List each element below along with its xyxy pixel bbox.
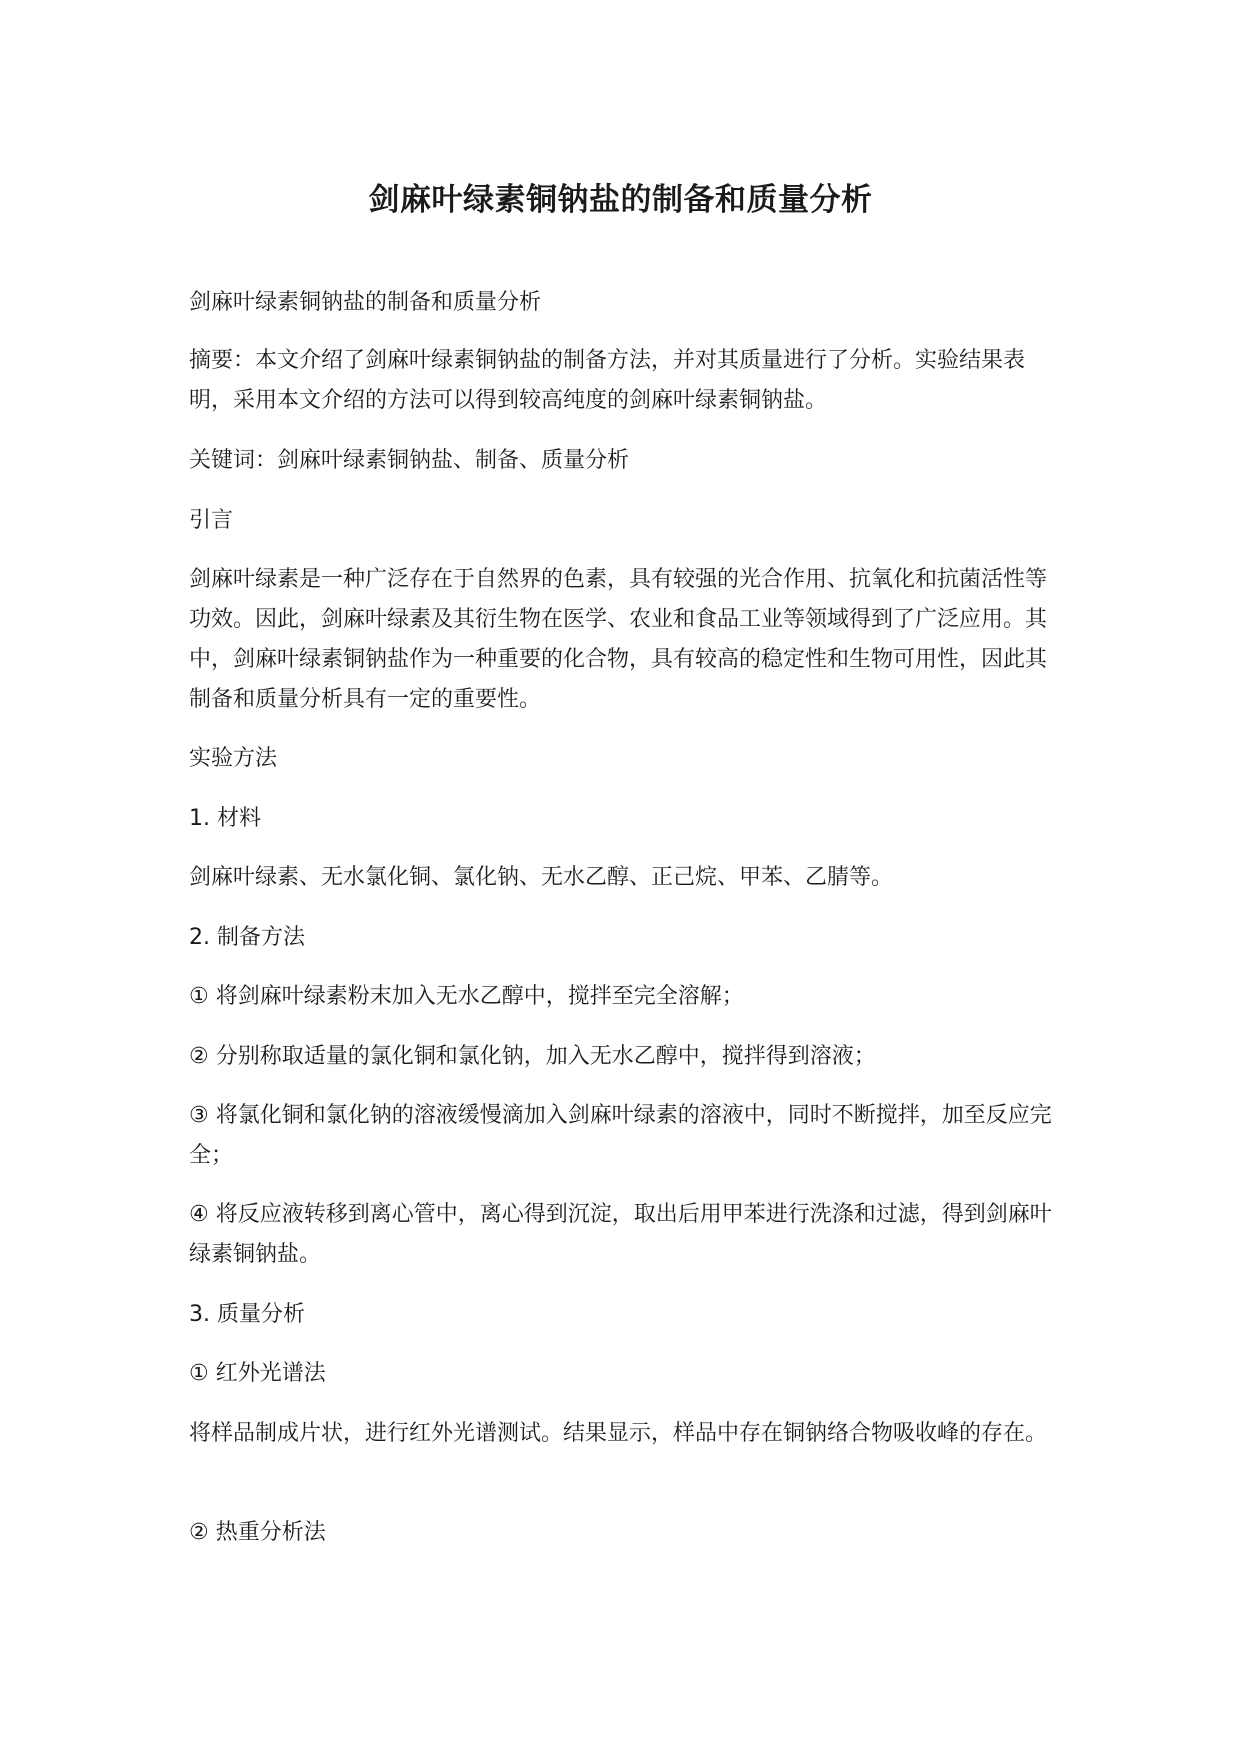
methods-heading: 实验方法 (189, 746, 278, 771)
preparation-step-3: ③ 将氯化铜和氯化钠的溶液缓慢滴加入剑麻叶绿素的溶液中，同时不断搅拌，加至反应完全； (189, 1103, 1052, 1168)
materials-heading: 1. 材料 (189, 806, 261, 831)
thermogravimetric-method-heading: ② 热重分析法 (189, 1520, 326, 1545)
introduction-paragraph: 剑麻叶绿素是一种广泛存在于自然界的色素，具有较强的光合作用、抗氧化和抗菌活性等功效。因此，剑麻叶绿素及其衍生物在医学、农业和食品工业等领域得到了广泛应用。其中，剑麻叶绿素铜钠盐作为一种重要的化合物，具有较高的稳定性和生物可用性，因此其制备和质量分析具有一定的重要性。 (189, 567, 1048, 712)
introduction-heading: 引言 (189, 508, 234, 533)
subtitle-paragraph: 剑麻叶绿素铜钠盐的制备和质量分析 (189, 290, 542, 315)
materials-paragraph: 剑麻叶绿素、无水氯化铜、氯化钠、无水乙醇、正己烷、甲苯、乙腈等。 (189, 865, 894, 890)
preparation-step-1: ① 将剑麻叶绿素粉末加入无水乙醇中，搅拌至完全溶解； (189, 984, 744, 1009)
keywords-paragraph: 关键词：剑麻叶绿素铜钠盐、制备、质量分析 (189, 448, 630, 473)
infrared-method-heading: ① 红外光谱法 (189, 1361, 326, 1386)
preparation-step-2: ② 分别称取适量的氯化铜和氯化钠，加入无水乙醇中，搅拌得到溶液； (189, 1044, 876, 1069)
abstract-paragraph: 摘要：本文介绍了剑麻叶绿素铜钠盐的制备方法，并对其质量进行了分析。实验结果表明，采用本文介绍的方法可以得到较高纯度的剑麻叶绿素铜钠盐。 (189, 348, 1026, 413)
document-title: 剑麻叶绿素铜钠盐的制备和质量分析 (368, 182, 873, 218)
preparation-step-4: ④ 将反应液转移到离心管中，离心得到沉淀，取出后用甲苯进行洗涤和过滤，得到剑麻叶绿素铜钠盐。 (189, 1202, 1052, 1267)
preparation-heading: 2. 制备方法 (189, 925, 305, 950)
quality-analysis-heading: 3. 质量分析 (189, 1302, 305, 1327)
infrared-method-paragraph: 将样品制成片状，进行红外光谱测试。结果显示，样品中存在铜钠络合物吸收峰的存在。 (189, 1421, 1048, 1446)
